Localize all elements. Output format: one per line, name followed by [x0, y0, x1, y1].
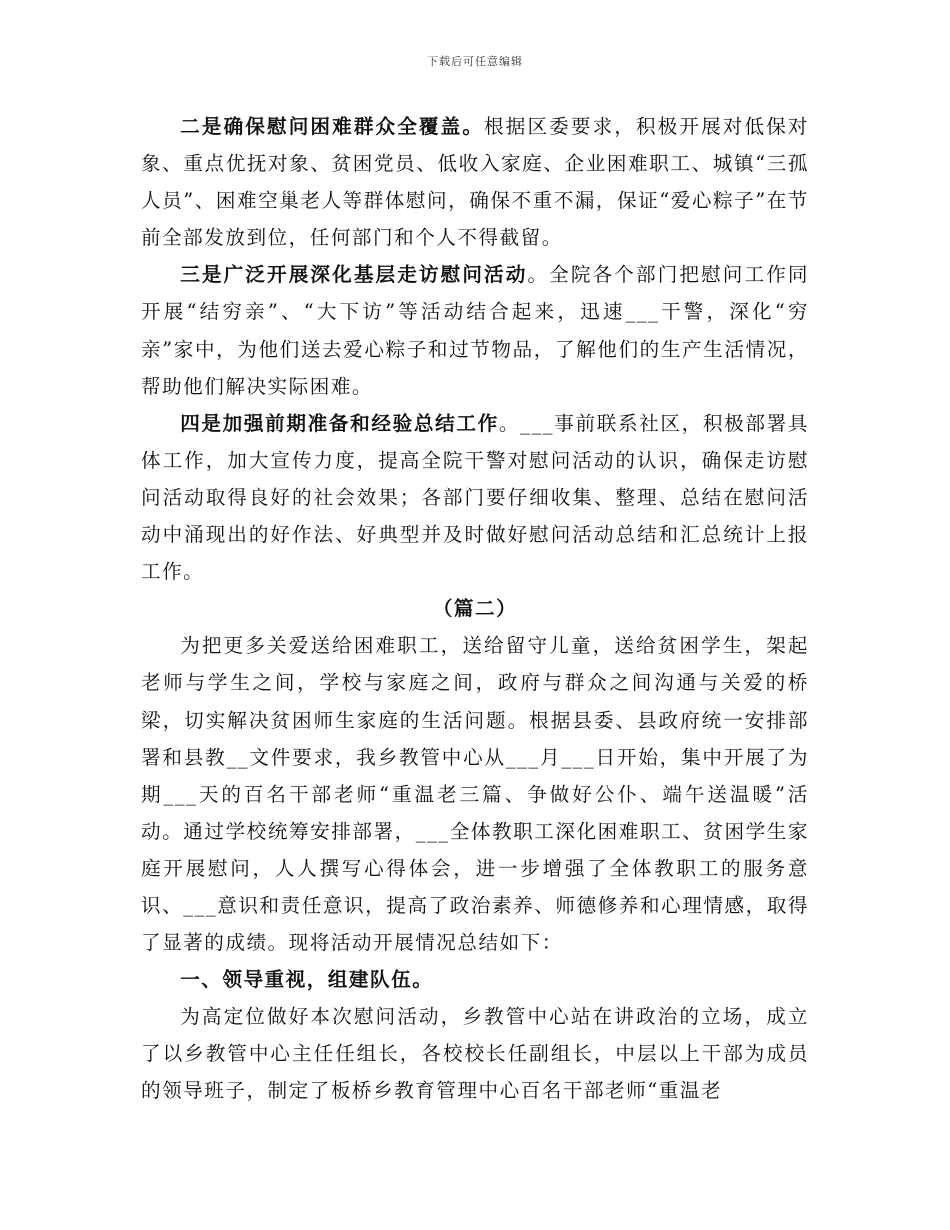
paragraph-leadership: 为高定位做好本次慰问活动，乡教管中心站在讲政治的立场，成立了以乡教管中心主任任组长，各校校长任副组长，中层以上干部为成员的领导班子，制定了板桥乡教育管理中心百名干部老师“重温老: [141, 1005, 809, 1103]
paragraph-point-four: [141, 405, 809, 590]
paragraph-point-three: [141, 256, 809, 404]
document-body: [141, 108, 809, 1110]
paragraph-text: 。全院各个部门把慰问工作同开展“结穷亲”、“大下访”等活动结合起来，迅速___干警，深化“穷亲”家中，为他们送去爱心粽子和过节物品，了解他们的生产生活情况，帮助他们解决实际困难。: [141, 263, 810, 398]
paragraph-lead: 三是广泛开展深化基层走访慰问活动: [180, 263, 528, 287]
paragraph-point-two: [141, 108, 809, 256]
section-title: （篇二）: [432, 597, 518, 621]
paragraph-lead: 二是确保慰问困难群众全覆盖。: [180, 115, 485, 138]
paragraph-intro: 为把更多关爱送给困难职工，送给留守儿童，送给贫困学生，架起老师与学生之间，学校与家庭之间，政府与群众之间沟通与关爱的桥梁，切实解决贫困师生家庭的生活问题。根据县委、县政府统一安排部署和县教__文件要求，我乡教管中心从___月___日开始，集中开展了为期___天的百名干部老师“重温老三篇、争做好公仆、端午送温暖”活动。通过学校统筹安排部署，___全体教职工深化困难职工、贫困学生家庭开展慰问，人人撰写心得体会，进一步增强了全体教职工的服务意识、___意识和责任意识，提高了政治素养、师德修养和心理情感，取得了显著的成绩。现将活动开展情况总结如下：: [141, 634, 809, 955]
paragraph-lead: 四是加强前期准备和经验总结工作: [180, 411, 499, 435]
section-heading: 一、领导重视，组建队伍。: [180, 968, 434, 992]
header-note: 下载后可任意编辑: [427, 55, 523, 68]
paragraph-text: 根据区委要求，积极开展对低保对象、重点优抚对象、贫困党员、低收入家庭、企业困难职工、城镇“三孤人员”、困难空巢老人等群体慰问，确保不重不漏，保证“爱心粽子”在节前全部发放到位，任何部门和个人不得截留。: [141, 115, 809, 250]
paragraph-text: 。___事前联系社区，积极部署具体工作，加大宣传力度，提高全院干警对慰问活动的认识，确保走访慰问活动取得良好的社会效果；各部门要仔细收集、整理、总结在慰问活动中涌现出的好作法、好典型并及时做好慰问活动总结和汇总统计上报工作。: [141, 411, 810, 584]
